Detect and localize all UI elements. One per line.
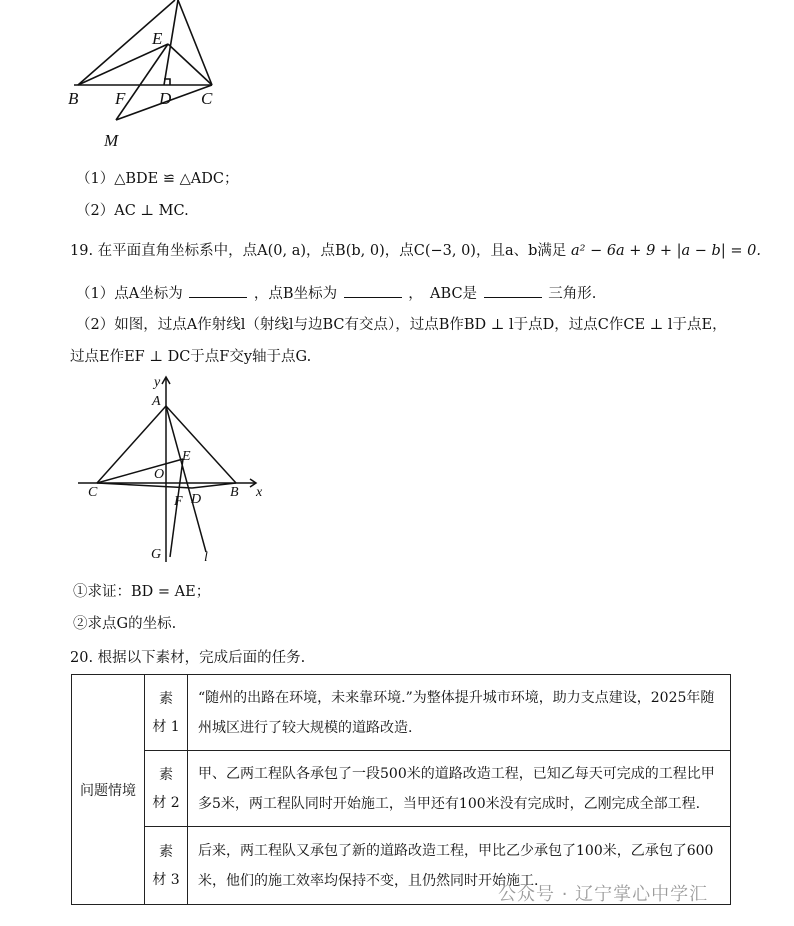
label-a: A bbox=[152, 394, 161, 409]
material-text: 甲、乙两工程队各承包了一段500米的道路改造工程，已知乙每天可完成的工程比甲多5米，两工程队同时开始施工，当甲还有100米没有完成时，乙刚完成全部工程. bbox=[188, 751, 731, 827]
q19-equation: a² − 6a + 9 + |a − b| = 0. bbox=[571, 243, 761, 259]
label-y: y bbox=[154, 375, 161, 390]
context-label: 问题情境 bbox=[72, 675, 145, 905]
label-l: l bbox=[204, 550, 208, 565]
line-ec bbox=[168, 44, 212, 85]
answer-blank-triangle[interactable] bbox=[484, 283, 542, 298]
label-c: C bbox=[88, 485, 98, 500]
material-label bbox=[145, 827, 188, 905]
q19-part2-line2: 过点E作EF ⊥ DC于点F交y轴于点G. bbox=[70, 349, 312, 365]
q19-stem-text: 19. 在平面直角坐标系中，点A(0, a)，点B(b, 0)，点C(−3, 0)，且a、b满足 bbox=[70, 243, 567, 259]
figure-triangle-bde bbox=[60, 0, 230, 150]
label-m: M bbox=[104, 131, 119, 150]
q18-part2: （2）AC ⊥ MC. bbox=[76, 203, 189, 219]
q19-p1-d: 三角形. bbox=[548, 286, 597, 302]
material-label bbox=[145, 675, 188, 751]
table-row bbox=[72, 751, 731, 827]
label-g: G bbox=[151, 547, 162, 562]
q19-sub1: ①求证：BD = AE； bbox=[73, 584, 211, 600]
label-x: x bbox=[256, 485, 263, 500]
line-ce bbox=[97, 459, 183, 483]
material-label-a: 素 bbox=[159, 843, 173, 860]
q20-stem: 20. 根据以下素材，完成后面的任务. bbox=[70, 650, 306, 666]
label-e: E bbox=[182, 449, 191, 464]
q19-sub2: ②求点G的坐标. bbox=[73, 616, 177, 632]
label-f: F bbox=[115, 89, 126, 108]
table-row bbox=[72, 675, 731, 751]
q19-part1 bbox=[76, 283, 596, 304]
material-label-a: 素 bbox=[159, 766, 173, 783]
material-label bbox=[145, 751, 188, 827]
label-d: D bbox=[191, 492, 202, 507]
label-b: B bbox=[230, 485, 239, 500]
materials-table bbox=[71, 674, 731, 905]
label-o: O bbox=[154, 467, 165, 482]
label-b: B bbox=[68, 89, 79, 108]
q18-part1: （1）△BDE ≌ △ADC； bbox=[76, 171, 239, 187]
watermark: 公众号 · 辽宁掌心中学汇 bbox=[498, 884, 709, 905]
material-text: “随州的出路在环境，未来靠环境.”为整体提升城市环境，助力支点建设，2025年随州城区进行了较大规模的道路改造. bbox=[188, 675, 731, 751]
material-label-b: 材 1 bbox=[152, 718, 180, 735]
q19-p1-c: ， ABC是 bbox=[408, 286, 478, 302]
answer-blank-b[interactable] bbox=[344, 283, 402, 298]
q19-p1-b: ，点B坐标为 bbox=[253, 286, 338, 302]
label-e: E bbox=[152, 29, 163, 48]
label-d: D bbox=[159, 89, 172, 108]
material-label-a: 素 bbox=[159, 690, 173, 707]
material-text: 后来，两工程队又承包了新的道路改造工程，甲比乙少承包了100米，乙承包了600米，他们的施工效率均保持不变，且仍然同时开始施工. bbox=[188, 827, 731, 905]
q19-part2-line1: （2）如图，过点A作射线l（射线l与边BC有交点），过点B作BD ⊥ l于点D，过点C作CE ⊥ l于点E， bbox=[76, 317, 727, 333]
material-label-b: 材 2 bbox=[152, 794, 180, 811]
answer-blank-a[interactable] bbox=[189, 283, 247, 298]
label-f: F bbox=[174, 494, 183, 509]
line-ac bbox=[178, 0, 212, 85]
label-c: C bbox=[201, 89, 213, 108]
material-label-b: 材 3 bbox=[152, 871, 180, 888]
q19-p1-a: （1）点A坐标为 bbox=[76, 286, 183, 302]
figure-coordinate-plane bbox=[70, 372, 280, 572]
line-ad bbox=[164, 0, 178, 85]
q19-stem bbox=[70, 241, 761, 261]
